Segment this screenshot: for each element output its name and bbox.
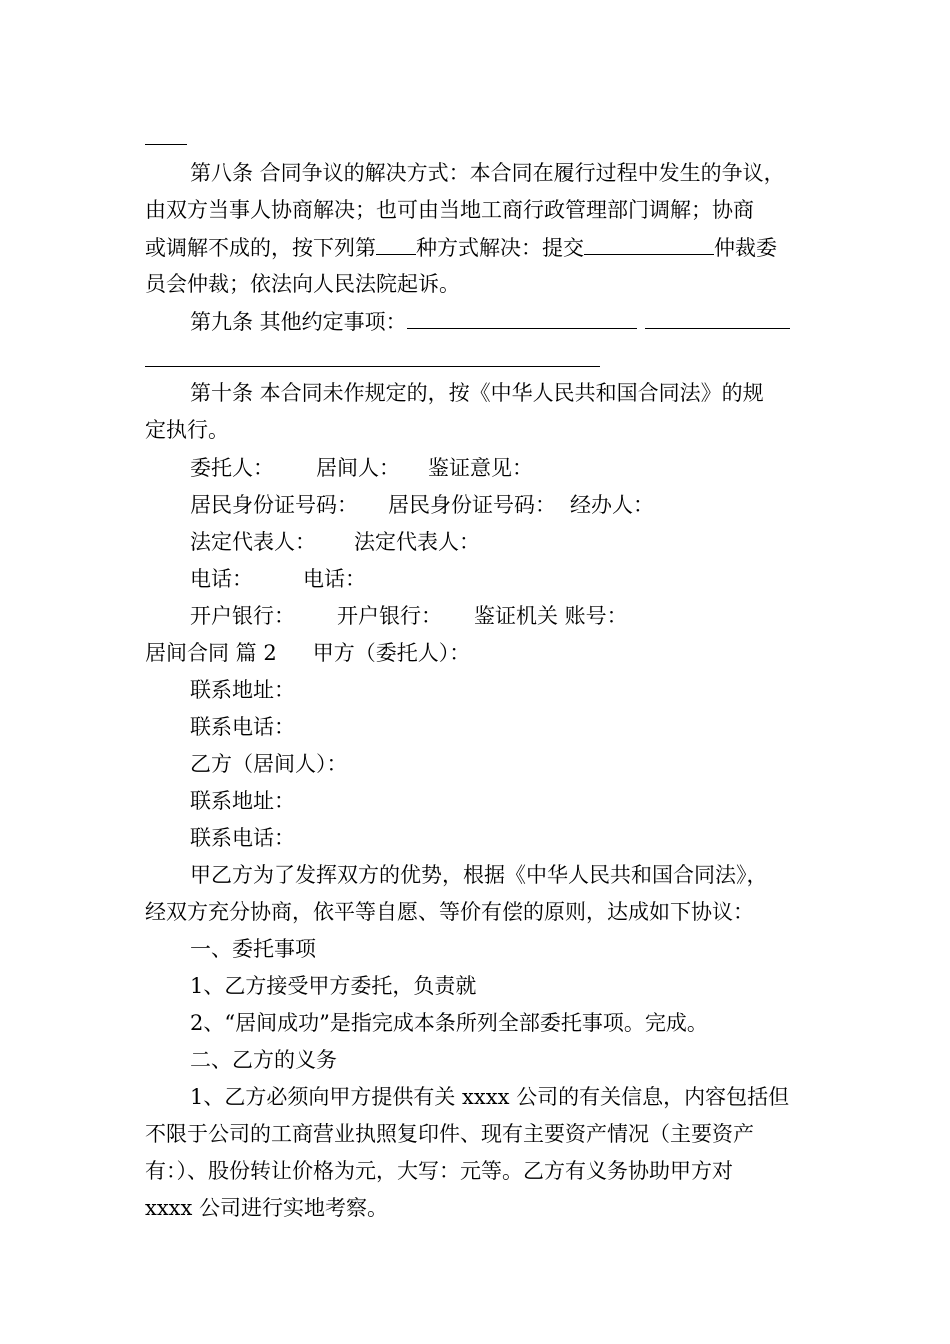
legal-rep-label-2: 法定代表人： xyxy=(354,530,480,554)
section1-item2: 2、“居间成功”是指完成本条所列全部委托事项。完成。 xyxy=(190,1011,708,1035)
party-a-phone: 联系电话： xyxy=(190,715,295,739)
section1-item1: 1、乙方接受甲方委托，负责就 xyxy=(190,974,477,998)
party-b-address: 联系地址： xyxy=(190,789,295,813)
intermediary-label: 居间人： xyxy=(316,456,400,480)
article10-line2: 定执行。 xyxy=(145,418,229,442)
intro-line1: 甲乙方为了发挥双方的优势，根据《中华人民共和国合同法》， xyxy=(190,863,768,887)
signature-row-3 xyxy=(190,527,480,557)
section2-line2: 不限于公司的工商营业执照复印件、现有主要资产情况（主要资产 xyxy=(145,1122,754,1146)
party-b-label: 乙方（居间人）： xyxy=(190,752,348,776)
section2-line1: 1、乙方必须向甲方提供有关 xxxx 公司的有关信息，内容包括但 xyxy=(190,1085,790,1109)
id-number-label-2: 居民身份证号码： xyxy=(388,493,556,517)
phone-label-2: 电话： xyxy=(303,567,366,591)
article8-line2: 由双方当事人协商解决；也可由当地工商行政管理部门调解；协商 xyxy=(145,198,754,222)
top-blank-line xyxy=(145,144,187,145)
arbitration-blank xyxy=(584,232,714,255)
other-terms-blank-2 xyxy=(645,306,790,329)
article9-line xyxy=(190,306,790,336)
other-terms-blank-1 xyxy=(407,306,637,329)
article9-label: 第九条 其他约定事项： xyxy=(190,310,407,334)
section2-line4: xxxx 公司进行实地考察。 xyxy=(145,1196,389,1220)
signature-row-5 xyxy=(190,601,628,631)
article10-line1: 第十条 本合同未作规定的，按《中华人民共和国合同法》的规 xyxy=(190,381,764,405)
party-a-address: 联系地址： xyxy=(190,678,295,702)
other-terms-blank-3 xyxy=(145,366,600,367)
legal-rep-label-1: 法定代表人： xyxy=(190,530,316,554)
attestation-opinion-label: 鉴证意见： xyxy=(428,456,533,480)
article8-line3-c: 仲裁委 xyxy=(714,236,777,260)
article8-line1: 第八条 合同争议的解决方式：本合同在履行过程中发生的争议， xyxy=(190,161,785,185)
party-b-phone: 联系电话： xyxy=(190,826,295,850)
contract2-title-line xyxy=(145,638,470,668)
article8-line3-a: 或调解不成的，按下列第 xyxy=(145,236,376,260)
intro-line2: 经双方充分协商，依平等自愿、等价有偿的原则，达成如下协议： xyxy=(145,900,754,924)
bank-label-2: 开户银行： xyxy=(337,604,442,628)
entrustor-label: 委托人： xyxy=(190,456,274,480)
signature-row-2 xyxy=(190,490,654,520)
article8-line3-b: 种方式解决：提交 xyxy=(416,236,584,260)
article8-line3 xyxy=(145,232,777,262)
section2-heading: 二、乙方的义务 xyxy=(190,1048,337,1072)
section1-heading: 一、委托事项 xyxy=(190,937,316,961)
section2-line3: 有：）、股份转让价格为元，大写：元等。乙方有义务协助甲方对 xyxy=(145,1159,733,1183)
contract2-title: 居间合同 篇 2 xyxy=(145,641,277,665)
method-blank xyxy=(376,232,416,255)
phone-label-1: 电话： xyxy=(190,567,253,591)
bank-label-1: 开户银行： xyxy=(190,604,295,628)
article8-line4: 员会仲裁；依法向人民法院起诉。 xyxy=(145,272,460,296)
handler-label: 经办人： xyxy=(570,493,654,517)
attestation-account-label: 鉴证机关 账号： xyxy=(474,604,628,628)
id-number-label-1: 居民身份证号码： xyxy=(190,493,358,517)
signature-row-1 xyxy=(190,453,533,483)
party-a-label: 甲方（委托人）： xyxy=(312,641,471,665)
signature-row-4 xyxy=(190,564,366,594)
